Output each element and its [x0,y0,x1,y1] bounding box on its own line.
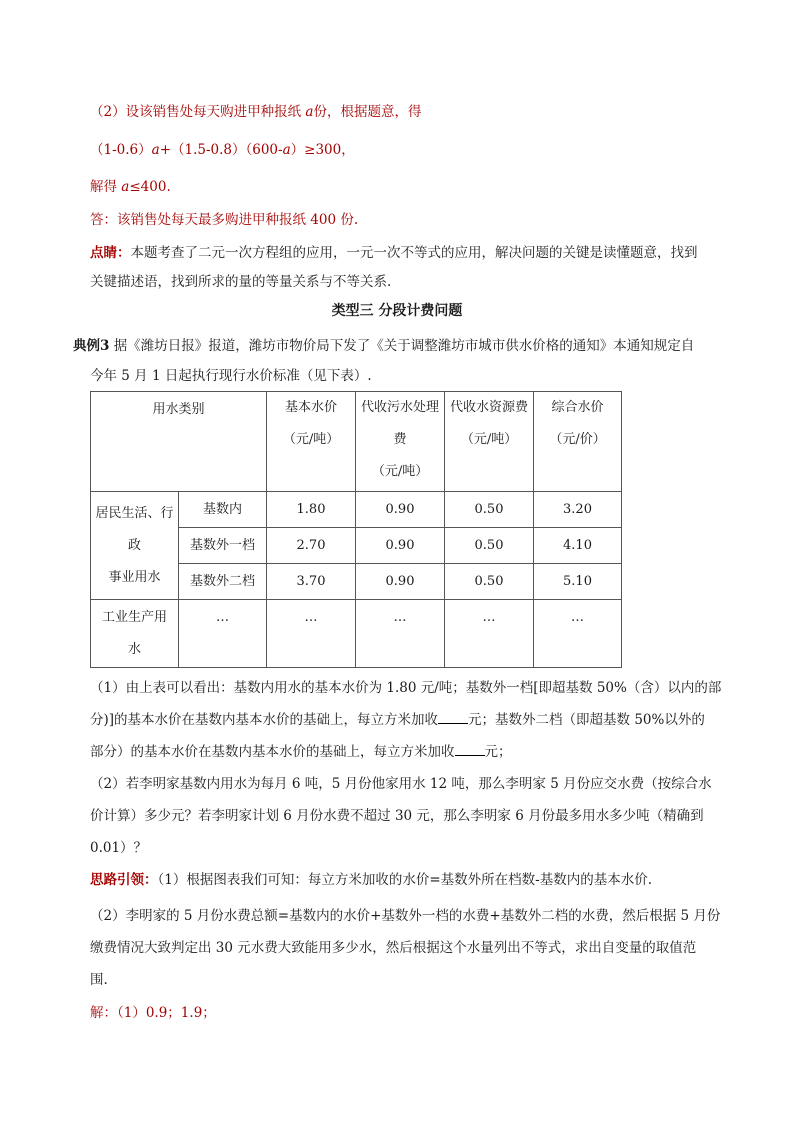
hint-block [90,900,726,996]
ellipsis-cell: … [534,600,622,668]
header-basic [267,392,356,492]
resident-label-cell [91,492,179,600]
var-a: a [282,142,291,158]
resident-label: 事业用水 [108,569,161,585]
tier-cell: 基数内 [179,492,267,528]
basic-cell: 2.70 [267,528,356,564]
header-text: 费 [393,432,407,447]
resident-label: 居民生活、行 [95,505,174,521]
answer-blank[interactable] [455,741,485,756]
header-text: 代收水资源费 [450,400,529,415]
equation-line [90,140,355,160]
solve-line [90,177,171,197]
var-a: a [151,142,160,158]
hint-label: 思路引领： [90,872,158,888]
header-text: （元/吨） [371,464,429,479]
eq-part: （1-0.6） [90,142,152,158]
hint-line-2: （2）李明家的 5 月份水费总额=基数内的水价+基数外一档的水费+基数外二档的水费，然后根据 5 月份 [90,908,721,924]
header-sewage [356,392,445,492]
q1-line-c [90,736,726,768]
table-row [91,492,622,528]
resource-cell: 0.50 [445,528,534,564]
q1-line-a: （1）由上表可以看出：基数内用水的基本水价为 1.80 元/吨；基数外一档[即超基数 50%（含）以内的部 [90,680,722,696]
resource-cell: 0.50 [445,564,534,600]
hint-line-1 [90,870,652,890]
q1-text: 元；基数外二档（即超基数 50%以外的 [468,712,705,728]
example-line-2: 今年 5 月 1 日起执行现行水价标准（见下表）. [90,368,372,384]
var-a: a [305,104,314,120]
resource-cell: 0.50 [445,492,534,528]
industry-label: 水 [127,641,141,657]
q1-text: 分)]的基本水价在基数内基本水价的基础上，每立方米加收 [90,712,439,728]
remark-text: 本题考查了二元一次方程组的应用，一元一次不等式的应用，解决问题的关键是读懂题意，找到 [130,245,698,261]
q2-line-a: （2）若李明家基数内用水为每月 6 吨，5 月份他家用水 12 吨，那么李明家 5 月份应交水费（按综合水 [90,776,712,792]
ellipsis-cell: … [267,600,356,668]
header-text: 综合水价 [551,400,604,415]
example-text: 据《潍坊日报》报道，潍坊市物价局下发了《关于调整潍坊市城市供水价格的通知》本通知规定自 [109,338,695,354]
part2-text-pre: （2）设该销售处每天购进甲种报纸 [90,104,306,120]
eq-part: +（1.5-0.8）（600- [159,142,283,158]
part2-text-post: 份，根据题意，得 [313,104,422,120]
resident-label: 政 [127,537,141,553]
remark-line-2: 关键描述语，找到所求的量的等量关系与不等关系. [90,274,392,290]
header-text: 代收污水处理 [361,400,440,415]
tier-cell: 基数外一档 [179,528,267,564]
solve-post: ≤400. [129,179,171,195]
hint-line-3: 缴费情况大致判定出 30 元水费大致能用多少水，然后根据这个水量列出不等式，求出自变量的取值范 [90,940,697,956]
header-resource [445,392,534,492]
ellipsis-cell: … [179,600,267,668]
section-title: 类型三 分段计费问题 [331,303,463,319]
header-total [534,392,622,492]
industry-label-cell [91,600,179,668]
q2-line-c: 0.01）？ [90,840,148,856]
table-row-industry [91,600,622,668]
sewage-cell: 0.90 [356,528,445,564]
tier-cell: 基数外二档 [179,564,267,600]
q1-text: 部分）的基本水价在基数内基本水价的基础上，每立方米加收 [90,744,455,760]
header-category [91,392,267,492]
q1-text: 元； [484,744,512,760]
solve-pre: 解得 [90,179,122,195]
example-label: 典例3 [73,338,110,354]
var-a: a [121,179,130,195]
solution-line: 解：（1）0.9；1.9； [90,1005,216,1021]
q1-line-b [90,704,726,736]
question-2 [90,768,726,864]
total-cell: 5.10 [534,564,622,600]
header-text: 基本水价 [285,400,338,415]
water-price-table [90,391,622,668]
eq-part: ）≥300， [290,142,355,158]
total-cell: 3.20 [534,492,622,528]
q2-line-b: 价计算）多少元？若李明家计划 6 月份水费不超过 30 元，那么李明家 6 月份最多用水多少吨（精确到 [90,808,704,824]
part2-line [90,102,421,122]
header-text: （元/吨） [460,432,518,447]
header-text: （元/吨） [282,432,340,447]
remark-label: 点睛： [90,245,131,261]
basic-cell: 1.80 [267,492,356,528]
sewage-cell: 0.90 [356,492,445,528]
sewage-cell: 0.90 [356,564,445,600]
ellipsis-cell: … [356,600,445,668]
answer-blank[interactable] [438,709,468,724]
header-text: 用水类别 [152,402,205,417]
hint-text: （1）根据图表我们可知：每立方米加收的水价=基数外所在档数-基数内的基本水价. [157,872,653,888]
ellipsis-cell: … [445,600,534,668]
basic-cell: 3.70 [267,564,356,600]
header-text: （元/价） [549,432,606,447]
remark-line-1 [90,243,698,263]
question-1 [90,672,726,768]
total-cell: 4.10 [534,528,622,564]
answer-line: 答：该销售处每天最多购进甲种报纸 400 份. [90,212,359,228]
industry-label: 工业生产用 [101,609,167,625]
table-header-row [91,392,622,492]
hint-line-4: 围. [90,972,108,988]
example-line-1 [73,336,694,356]
